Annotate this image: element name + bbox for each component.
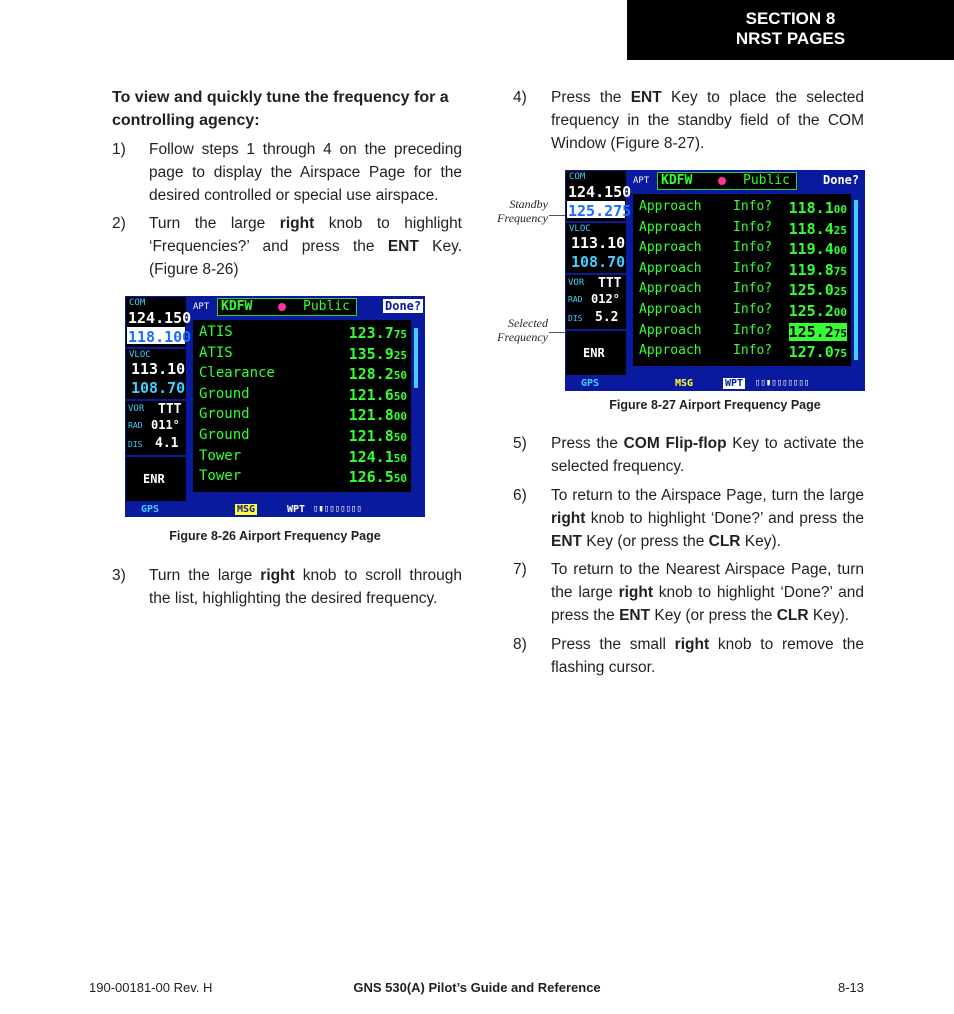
- frequency-type: ATIS: [199, 344, 233, 361]
- frequency-value: 118.425: [788, 219, 847, 238]
- frequency-row[interactable]: [639, 323, 847, 344]
- vloc-standby-freq: 108.70: [131, 379, 186, 397]
- section-title: NRST PAGES: [735, 29, 846, 48]
- com-standby-freq: 118.100: [128, 328, 192, 346]
- frequency-value: 121.800: [348, 406, 407, 425]
- frequency-value: 121.850: [348, 427, 407, 445]
- frequency-type: Tower: [199, 447, 242, 464]
- frequency-row[interactable]: [639, 220, 847, 241]
- frequency-value: 126.550: [348, 468, 407, 487]
- figure-8-27-screen: COM 124.150 125.275 VLOC 113.10 108.70 VOR TTT RAD 012° DIS 5.2 ENR APT KDFW Public Done? Approach Info? 118.100 Approach Info? 118.425 Approach Info? 119.400 Approach Info? 119.875 Approach Info? 125.025 Approach Info? 125.200 Approach Info? 125.275 Approach Info? 127.075 GPS MSG WPT ▯▯▮▯▯▯▯▯▯▯: [565, 170, 865, 391]
- frequency-row[interactable]: [639, 240, 847, 261]
- frequency-row[interactable]: [639, 261, 847, 282]
- com-standby-freq: 125.275: [568, 202, 632, 220]
- frequency-row[interactable]: [199, 406, 407, 427]
- footer-document-number: 190-00181-00 Rev. H: [89, 980, 213, 995]
- vloc-active-freq: 113.10: [131, 360, 186, 378]
- frequency-type: Approach: [639, 322, 702, 338]
- info-link[interactable]: Info?: [733, 322, 773, 338]
- frequency-row[interactable]: [199, 468, 407, 489]
- done-button[interactable]: Done?: [385, 299, 422, 313]
- frequency-row[interactable]: [639, 343, 847, 364]
- frequency-row[interactable]: [199, 386, 407, 407]
- frequency-value: 123.775: [348, 324, 407, 342]
- info-link[interactable]: Info?: [733, 240, 773, 256]
- frequency-row[interactable]: [199, 324, 407, 345]
- frequency-type: Tower: [199, 468, 242, 485]
- frequency-type: ATIS: [199, 324, 233, 340]
- status-bar: GPS MSG WPT ▯▯▮▯▯▯▯▯▯▯: [565, 378, 865, 391]
- info-link[interactable]: Info?: [733, 343, 773, 359]
- vloc-standby-freq: 108.70: [571, 253, 626, 271]
- frequency-value: 121.650: [348, 385, 407, 404]
- com-active-freq: 124.150: [128, 309, 192, 327]
- step-8: 8) Press the small right knob to remove the flashing cursor.: [513, 636, 864, 676]
- frequency-value: 135.925: [348, 344, 407, 363]
- frequency-value: 118.100: [788, 199, 847, 217]
- frequency-row[interactable]: [639, 302, 847, 323]
- info-link[interactable]: Info?: [733, 199, 773, 214]
- frequency-row[interactable]: [199, 365, 407, 386]
- frequency-value: 127.075: [788, 343, 847, 362]
- step-6: 6) To return to the Airspace Page, turn the large right knob to highlight ‘Done?’ and press the ENT Key (or press the CLR Key).: [513, 487, 864, 550]
- step-7: 7) To return to the Nearest Airspace Page, turn the large right knob to highlight ‘Done?’ and press the ENT Key (or press the CLR Key).: [513, 561, 864, 624]
- frequency-row[interactable]: [639, 281, 847, 302]
- frequency-type: Ground: [199, 406, 250, 423]
- procedure-heading: To view and quickly tune the frequency for a controlling agency:: [112, 89, 449, 129]
- frequency-type: Approach: [639, 343, 702, 359]
- frequency-value: 119.875: [788, 260, 847, 279]
- info-link[interactable]: Info?: [733, 302, 773, 317]
- airspace-type-icon: [278, 303, 286, 311]
- section-tab: [627, 0, 954, 60]
- frequency-type: Approach: [639, 219, 702, 235]
- frequency-row[interactable]: [639, 199, 847, 220]
- frequency-row[interactable]: [199, 448, 407, 469]
- frequency-type: Approach: [639, 281, 702, 297]
- footer-title: GNS 530(A) Pilot’s Guide and Reference: [353, 980, 601, 995]
- frequency-type: Ground: [199, 385, 250, 402]
- frequency-row[interactable]: [199, 427, 407, 448]
- frequency-value: 125.275: [788, 322, 847, 341]
- done-button[interactable]: Done?: [823, 173, 860, 187]
- figure-8-26-caption: Figure 8-26 Airport Frequency Page: [169, 529, 381, 543]
- figure-8-27-caption: Figure 8-27 Airport Frequency Page: [609, 398, 821, 412]
- frequency-type: Approach: [639, 302, 702, 317]
- info-link[interactable]: Info?: [733, 260, 773, 276]
- frequency-value: 128.250: [348, 365, 407, 384]
- step-5: 5) Press the COM Flip-flop Key to activate the selected frequency.: [513, 435, 865, 475]
- frequency-type: Ground: [199, 427, 250, 443]
- section-number: SECTION 8: [745, 9, 836, 28]
- com-active-freq: 124.150: [568, 183, 632, 201]
- standby-frequency-callout: Standby Frequency: [497, 197, 548, 225]
- step-4: 4) Press the ENT Key to place the selected frequency in the standby field of the COM Window (Figure 8-27).: [513, 89, 864, 152]
- figure-8-26-screen: COM 124.150 118.100 VLOC 113.10 108.70 VOR TTT RAD 011° DIS 4.1 ENR APT KDFW Public Done? ATIS 123.775 ATIS 135.925 Clearance 128.250 Ground 121.650 Ground 121.800 Ground 121.850 Tower 124.150 Tower 126.550 GPS MSG WPT ▯▮▯▯▯▯▯▯▯: [125, 296, 425, 517]
- step-1: 1) Follow steps 1 through 4 on the preceding page to display the Airspace Page for the desired controlled or special use airspace.: [112, 141, 462, 204]
- step-2: 2) Turn the large right knob to highlight ‘Frequencies?’ and press the ENT Key. (Figure 8-26): [112, 215, 463, 278]
- scrollbar[interactable]: [414, 328, 418, 388]
- frequency-value: 125.200: [788, 302, 847, 320]
- frequency-row[interactable]: [199, 345, 407, 366]
- frequency-value: 124.150: [348, 447, 407, 466]
- status-bar: GPS MSG WPT ▯▮▯▯▯▯▯▯▯: [125, 504, 425, 517]
- info-link[interactable]: Info?: [733, 281, 773, 297]
- step-3: 3) Turn the large right knob to scroll through the list, highlighting the desired frequency.: [112, 567, 462, 607]
- frequency-type: Approach: [639, 199, 702, 214]
- scrollbar[interactable]: [854, 200, 858, 360]
- frequency-type: Approach: [639, 260, 702, 276]
- selected-frequency-callout: Selected Frequency: [497, 316, 548, 344]
- airspace-type-icon: [718, 177, 726, 185]
- frequency-value: 125.025: [788, 281, 847, 300]
- frequency-type: Approach: [639, 240, 702, 256]
- vloc-active-freq: 113.10: [571, 234, 626, 252]
- info-link[interactable]: Info?: [733, 219, 773, 235]
- frequency-value: 119.400: [788, 240, 847, 259]
- frequency-type: Clearance: [199, 365, 275, 382]
- footer-page-number: 8-13: [837, 980, 864, 995]
